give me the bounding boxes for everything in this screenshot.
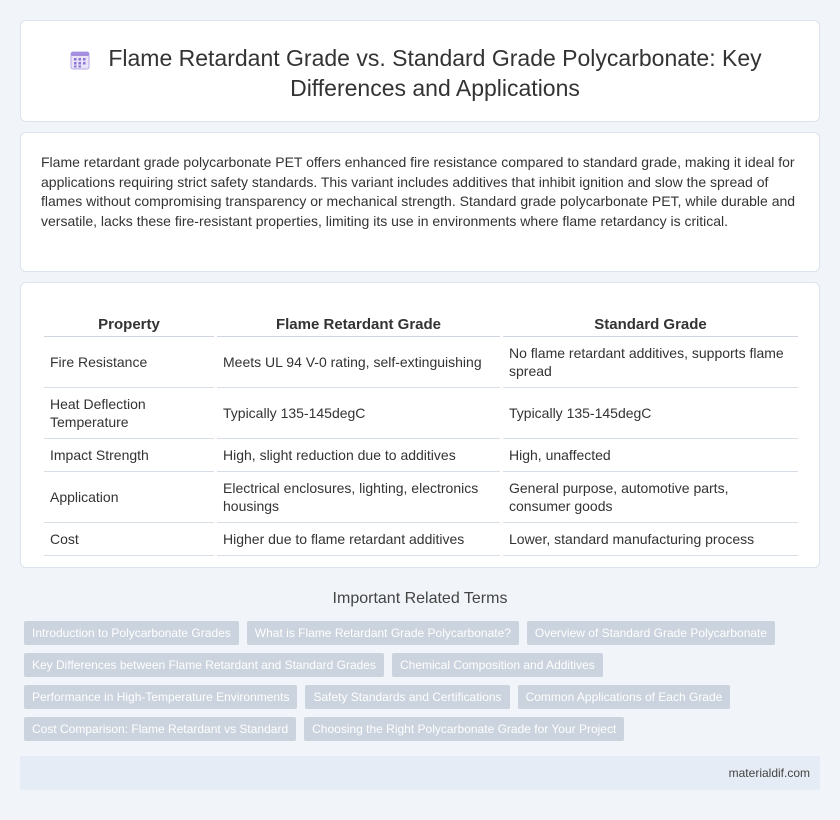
table-cell: Higher due to flame retardant additives xyxy=(217,523,500,556)
related-term-tag[interactable]: Cost Comparison: Flame Retardant vs Standard xyxy=(24,717,296,741)
table-cell: Meets UL 94 V-0 rating, self-extinguishing xyxy=(217,337,500,388)
related-term-tag[interactable]: Performance in High-Temperature Environments xyxy=(24,685,297,709)
footer-site-link[interactable]: materialdif.com xyxy=(728,766,810,780)
related-term-tag[interactable]: Overview of Standard Grade Polycarbonate xyxy=(527,621,775,645)
table-row xyxy=(44,523,798,556)
header-flame-retardant: Flame Retardant Grade xyxy=(217,311,500,337)
footer-bar xyxy=(20,756,820,790)
tag-row xyxy=(24,717,814,741)
table-row xyxy=(44,337,798,388)
table-row xyxy=(44,439,798,472)
table-cell: Heat Deflection Temperature xyxy=(44,388,214,439)
table-header-row xyxy=(44,311,798,337)
related-term-tag[interactable]: Chemical Composition and Additives xyxy=(392,653,603,677)
table-row xyxy=(44,472,798,523)
tag-row xyxy=(24,621,814,645)
related-term-tag[interactable]: Common Applications of Each Grade xyxy=(518,685,731,709)
table-cell: Impact Strength xyxy=(44,439,214,472)
table-cell: Typically 135-145degC xyxy=(217,388,500,439)
table-cell: High, unaffected xyxy=(503,439,798,472)
intro-paragraph: Flame retardant grade polycarbonate PET offers enhanced fire resistance compared to standard grade, making it ideal for applications requiring strict safety standards. This variant includes additives that inhibit ignition and slow the spread of flames without compromising transparency or mechanical strength. Standard grade polycarbonate PET, while durable and versatile, lacks these fire-resistant properties, limiting its use in environments where flame retardancy is critical. xyxy=(41,154,796,229)
table-cell: Lower, standard manufacturing process xyxy=(503,523,798,556)
page-title: Flame Retardant Grade vs. Standard Grade Polycarbonate: Key Differences and Applications xyxy=(108,45,762,101)
header-standard: Standard Grade xyxy=(503,311,798,337)
table-cell: Cost xyxy=(44,523,214,556)
related-terms-list xyxy=(24,621,814,749)
table-row xyxy=(44,388,798,439)
table-cell: Typically 135-145degC xyxy=(503,388,798,439)
comparison-table xyxy=(41,311,801,556)
intro-card xyxy=(20,132,820,272)
related-term-tag[interactable]: Key Differences between Flame Retardant and Standard Grades xyxy=(24,653,384,677)
related-term-tag[interactable]: Safety Standards and Certifications xyxy=(305,685,509,709)
tag-row xyxy=(24,685,814,709)
related-term-tag[interactable]: What is Flame Retardant Grade Polycarbonate? xyxy=(247,621,519,645)
title-card xyxy=(20,20,820,122)
related-term-tag[interactable]: Introduction to Polycarbonate Grades xyxy=(24,621,239,645)
table-cell: High, slight reduction due to additives xyxy=(217,439,500,472)
table-cell: No flame retardant additives, supports flame spread xyxy=(503,337,798,388)
comparison-card xyxy=(20,282,820,568)
header-property: Property xyxy=(44,311,214,337)
table-cell: General purpose, automotive parts, consumer goods xyxy=(503,472,798,523)
table-cell: Fire Resistance xyxy=(44,337,214,388)
related-terms-title: Important Related Terms xyxy=(332,590,508,607)
tag-row xyxy=(24,653,814,677)
related-term-tag[interactable]: Choosing the Right Polycarbonate Grade for Your Project xyxy=(304,717,624,741)
table-cell: Application xyxy=(44,472,214,523)
page-title-wrap xyxy=(21,43,819,103)
table-cell: Electrical enclosures, lighting, electronics housings xyxy=(217,472,500,523)
